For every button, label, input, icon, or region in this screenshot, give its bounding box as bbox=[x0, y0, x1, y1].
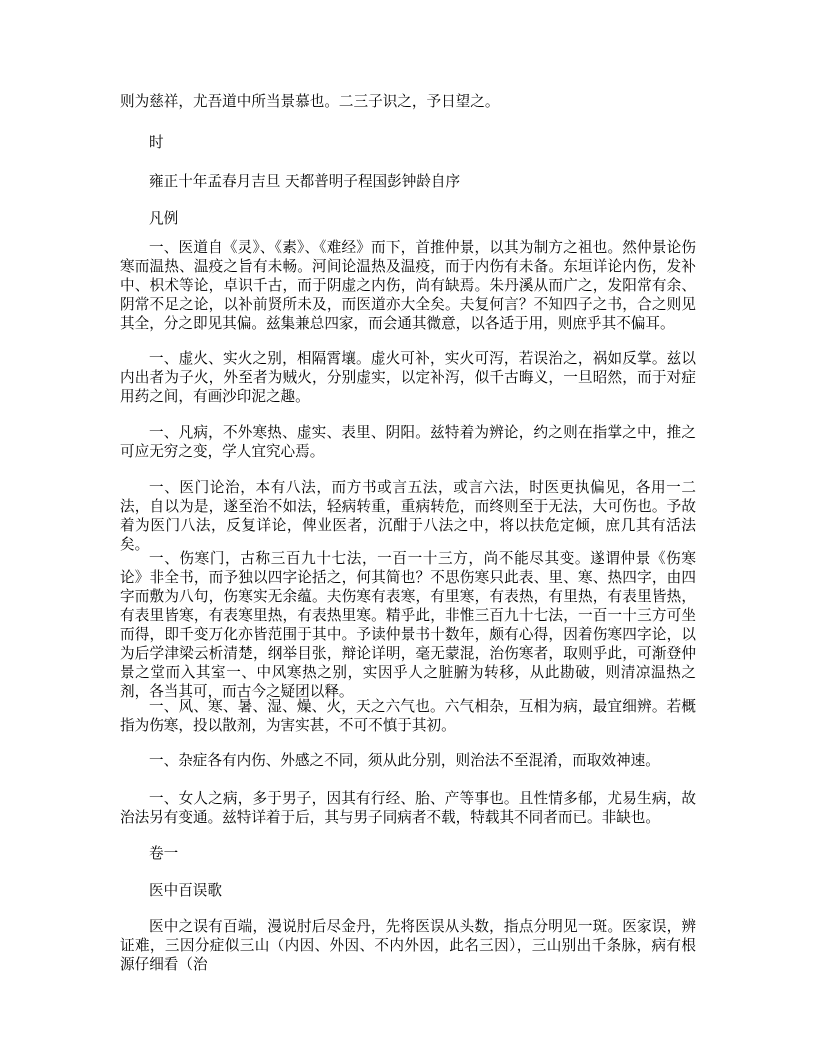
paragraph-rule-8: 一、女人之病，多于男子，因其有行经、胎、产等事也。且性情多郁，尤易生病，故治法另有变通。兹特详着于后，其与男子同病者不载，特载其不同者而已。非缺也。 bbox=[120, 790, 696, 826]
heading-song-title: 医中百误歌 bbox=[149, 882, 222, 899]
paragraph-rule-4: 一、医门论治，本有八法，而方书或言五法，或言六法，时医更执偏见，各用一二法，自以为是，遂至治不如法，轻病转重，重病转危，而终则至于无法，大可伤也。予故着为医门八法，反复详论，俾业医者，沉酣于八法之中，将以扶危定倾，庶几其有活法矣。 bbox=[120, 479, 696, 553]
paragraph-rule-1: 一、医道自《灵》、《素》、《难经》而下，首推仲景，以其为制方之祖也。然仲景论伤寒而温热、温疫之旨有未畅。河间论温热及温疫，而于内伤有未备。东垣详论内伤，发补中、枳术等论，卓识千古，而于阴虚之内伤，尚有缺焉。朱丹溪从而广之，发阳常有余、阴常不足之论，以补前贤所未及，而医道亦大全矣。夫复何言？不知四子之书，合之则见其全，分之即见其偏。兹集兼总四家，而会通其微意，以各适于用，则庶乎其不偏耳。 bbox=[120, 239, 696, 332]
paragraph-rule-2: 一、虚火、实火之别，相隔霄壤。虚火可补，实火可泻，若误治之，祸如反掌。兹以内出者为子火，外至者为贼火，分别虚实，以定补泻，似千古晦义，一旦昭然，而于对症用药之间，有画沙印泥之趣。 bbox=[120, 350, 696, 405]
paragraph-rule-6: 一、风、寒、暑、湿、燥、火，天之六气也。六气相杂，互相为病，最宜细辨。若概指为伤寒，投以散剂，为害实甚，不可不慎于其初。 bbox=[120, 698, 696, 734]
heading-fanli: 凡例 bbox=[149, 210, 179, 227]
paragraph-rule-7: 一、杂症各有内伤、外感之不同，须从此分别，则治法不至混淆，而取效神速。 bbox=[149, 752, 660, 769]
paragraph-signature: 雍正十年孟春月吉旦 天都普明子程国彭钟龄自序 bbox=[149, 173, 461, 190]
paragraph-rule-3: 一、凡病，不外寒热、虚实、表里、阴阳。兹特着为辨论，约之则在指掌之中，推之可应无穷之变，学人宜究心焉。 bbox=[120, 424, 696, 460]
paragraph-song-text: 医中之误有百端，漫说肘后尽金丹，先将医误从头数，指点分明见一斑。医家误，辨证难，三因分症似三山（内因、外因、不内外因，此名三因），三山别出千条脉，病有根源仔细看（治 bbox=[120, 918, 696, 973]
paragraph-shi: 时 bbox=[149, 134, 164, 151]
paragraph-preface-end: 则为慈祥，尤吾道中所当景慕也。二三子识之，予日望之。 bbox=[120, 93, 500, 110]
paragraph-rule-5: 一、伤寒门，古称三百九十七法，一百一十三方，尚不能尽其变。遂谓仲景《伤寒论》非全书，而予独以四字论括之，何其简也？不思伤寒只此表、里、寒、热四字，由四字而敷为八句，伤寒实无余蕴。夫伤寒有表寒，有里寒，有表热，有里热，有表里皆热，有表里皆寒，有表寒里热，有表热里寒。精乎此，非惟三百九十七法，一百一十三方可坐而得，即千变万化亦皆范围于其中。予读仲景书十数年，颇有心得，因着伤寒四字论，以为后学津梁云析清楚，纲举目张，辩论详明，毫无蒙混，治伤寒者，取则乎此，可渐登仲景之堂而入其室一、中风寒热之别，实因乎人之脏腑为转移，从此勘破，则清凉温热之剂，各当其可，而古今之疑团以释。 bbox=[120, 550, 696, 700]
heading-juan-1: 卷一 bbox=[149, 845, 179, 862]
